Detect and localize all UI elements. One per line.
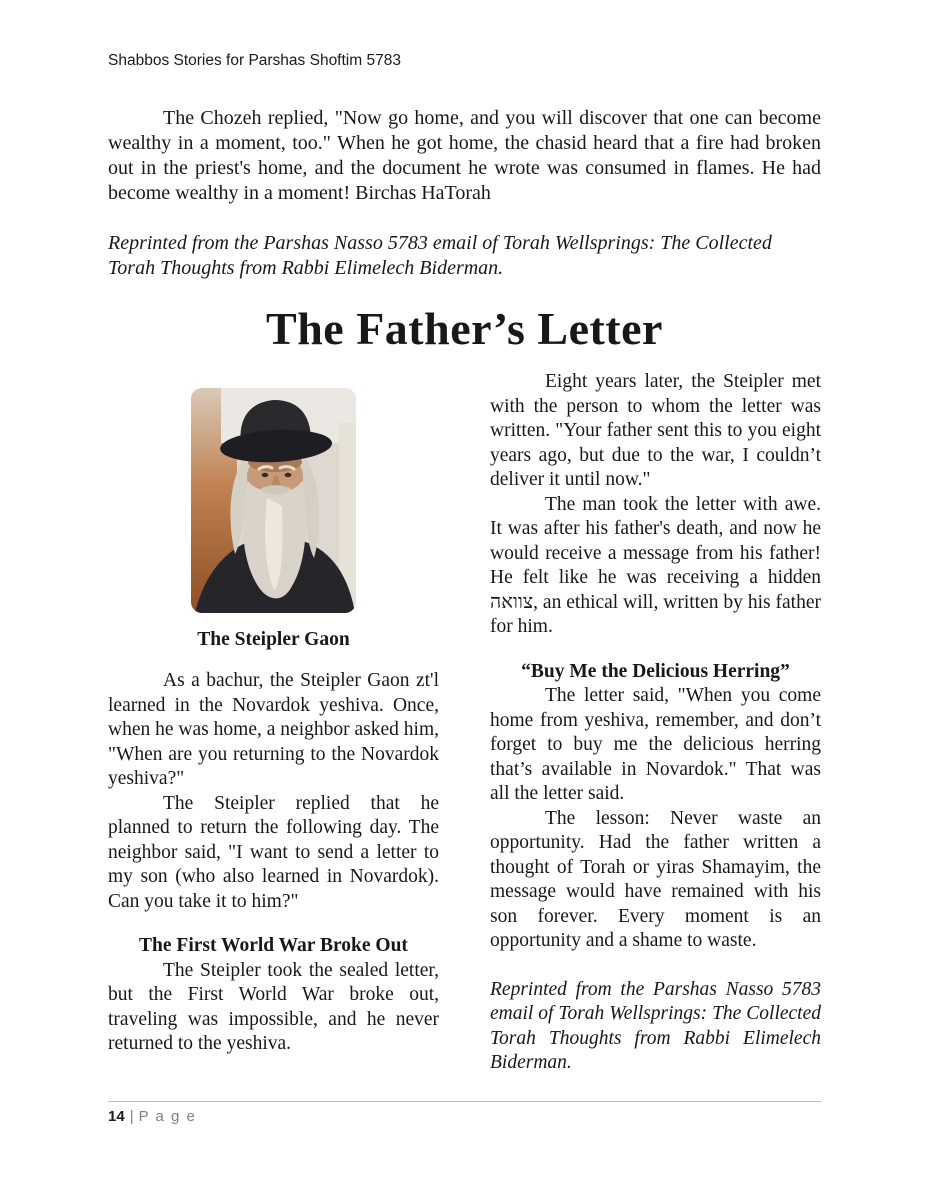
portrait-photo-frame	[108, 388, 439, 621]
paragraph: The man took the letter with awe. It was after his father's death, and now he would receive a message from his father! He felt like he was receiving a hidden צוואה, an ethical will, written by his father for him.	[490, 493, 821, 637]
left-column	[108, 368, 439, 1076]
paragraph: Eight years later, the Steipler met with the person to whom the letter was written. "Your father sent this to you eight years ago, but due to the war, I couldn’t deliver it until now."	[490, 371, 821, 490]
right-column	[490, 368, 821, 1076]
footer-divider	[108, 1101, 821, 1102]
two-column-layout	[108, 368, 821, 1076]
paragraph: The lesson: Never waste an opportunity. Had the father written a thought of Torah or yiras Shamayim, the message would have remained with his son forever. Every moment is an opportunity and a shame to waste.	[490, 807, 821, 951]
paragraph: The letter said, "When you come home from yeshiva, remember, and don’t forget to buy me the delicious herring that’s available in Novardok." That was all the letter said.	[490, 685, 821, 804]
document-footer	[108, 1108, 821, 1125]
paragraph: As a bachur, the Steipler Gaon zt'l learned in the Novardok yeshiva. Once, when he was home, a neighbor asked him, "When are you returning to the Novardok yeshiva?"	[108, 670, 439, 789]
article-attribution: Reprinted from the Parshas Nasso 5783 email of Torah Wellsprings: The Collected Torah Thoughts from Rabbi Elimelech Biderman.	[490, 978, 821, 1073]
section-heading-first-world-war: The First World War Broke Out	[139, 935, 408, 956]
paragraph: The Steipler replied that he planned to return the following day. The neighbor said, "I want to send a letter to my son (who also learned in Novardok). Can you take it to him?"	[108, 792, 439, 912]
portrait-eye-right	[285, 473, 292, 477]
article-title: The Father’s Letter	[266, 303, 663, 354]
section-heading-delicious-herring: “Buy Me the Delicious Herring”	[521, 660, 790, 682]
intro-section	[108, 106, 821, 206]
photo-caption: The Steipler Gaon	[197, 628, 350, 650]
intro-paragraph: The Chozeh replied, "Now go home, and you will discover that one can become wealthy in a moment, too." When he got home, the chasid heard that a fire had broken out in the priest's home, and the document he wrote was consumed in flames. He had become wealthy in a moment! Birchas HaTorah	[108, 107, 821, 204]
footer-page-number: 14	[108, 1108, 125, 1125]
steipler-gaon-portrait	[191, 388, 356, 613]
intro-attribution: Reprinted from the Parshas Nasso 5783 email of Torah Wellsprings: The Collected Torah Thoughts from Rabbi Elimelech Biderman.	[108, 232, 772, 279]
portrait-eye-left	[262, 473, 269, 477]
paragraph: The Steipler took the sealed letter, but the First World War broke out, traveling was impossible, and he never returned to the yeshiva.	[108, 959, 439, 1054]
footer-separator: |	[129, 1108, 134, 1125]
footer-page-label: P a g e	[138, 1108, 197, 1125]
document-header: Shabbos Stories for Parshas Shoftim 5783	[108, 52, 401, 69]
